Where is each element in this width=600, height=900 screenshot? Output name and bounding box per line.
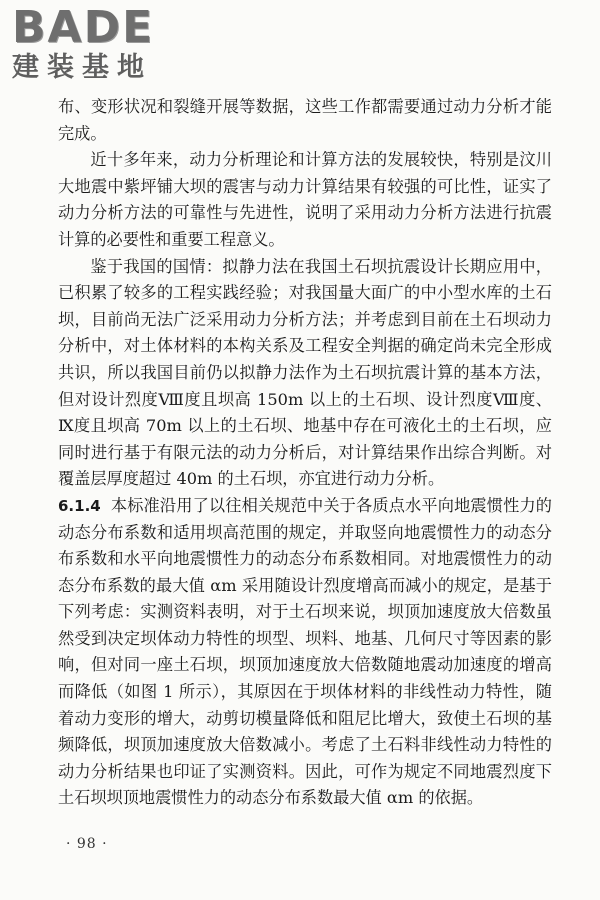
logo-wordmark: BADE <box>12 2 155 53</box>
section-number: 6.1.4 <box>58 496 101 515</box>
page-number: · 98 · <box>66 836 108 852</box>
section-paragraph <box>58 493 552 812</box>
paragraph: 近十多年来，动力分析理论和计算方法的发展较快，特别是汶川大地震中紫坪铺大坝的震害与动力计算结果有较强的可比性，证实了动力分析方法的可靠性与先进性，说明了采用动力分析方法进行抗震计算的必要性和重要工程意义。 <box>58 150 552 249</box>
logo-subtitle: 建装基地 <box>12 52 152 83</box>
section-text: 本标准沿用了以往相关规范中关于各质点水平向地震惯性力的动态分布系数和适用坝高范围的规定，并取竖向地震惯性力的动态分布系数和水平向地震惯性力的动态分布系数相同。对地震惯性力的动态分布系数的最大值 αm 采用随设计烈度增高而减小的规定，是基于下列考虑：实测资料表明，对于土石坝来说，坝顶加速度放大倍数虽然受到决定坝体动力特性的坝型、坝料、地基、几何尺寸等因素的影响，但对同一座土石坝，坝顶加速度放大倍数随地震动加速度的增高而降低（如图 1 所示），其原因在于坝体材料的非线性动力特性，随着动力变形的增大，动剪切模量降低和阻尼比增大，致使土石坝的基频降低，坝顶加速度放大倍数减小。考虑了土石料非线性动力特性的动力分析结果也印证了实测资料。因此，可作为规定不同地震烈度下土石坝坝顶地震惯性力的动态分布系数最大值 αm 的依据。 <box>58 495 552 808</box>
paragraph: 鉴于我国的国情：拟静力法在我国土石坝抗震设计长期应用中，已积累了较多的工程实践经验；对我国量大面广的中小型水库的土石坝，目前尚无法广泛采用动力分析方法；并考虑到目前在土石坝动力分析中，对土体材料的本构关系及工程安全判据的确定尚未完全形成共识，所以我国目前仍以拟静力法作为土石坝抗震计算的基本方法，但对设计烈度Ⅷ度且坝高 150m 以上的土石坝、设计烈度Ⅷ度、Ⅸ度且坝高 70m 以上的土石坝、地基中存在可液化土的土石坝，应同时进行基于有限元法的动力分析后，对计算结果作出综合判断。对覆盖层厚度超过 40m 的土石坝，亦宜进行动力分析。 <box>58 256 552 489</box>
body-text <box>58 94 552 812</box>
paragraph-continued: 布、变形状况和裂缝开展等数据，这些工作都需要通过动力分析才能完成。 <box>58 97 552 143</box>
publisher-logo <box>12 2 182 88</box>
